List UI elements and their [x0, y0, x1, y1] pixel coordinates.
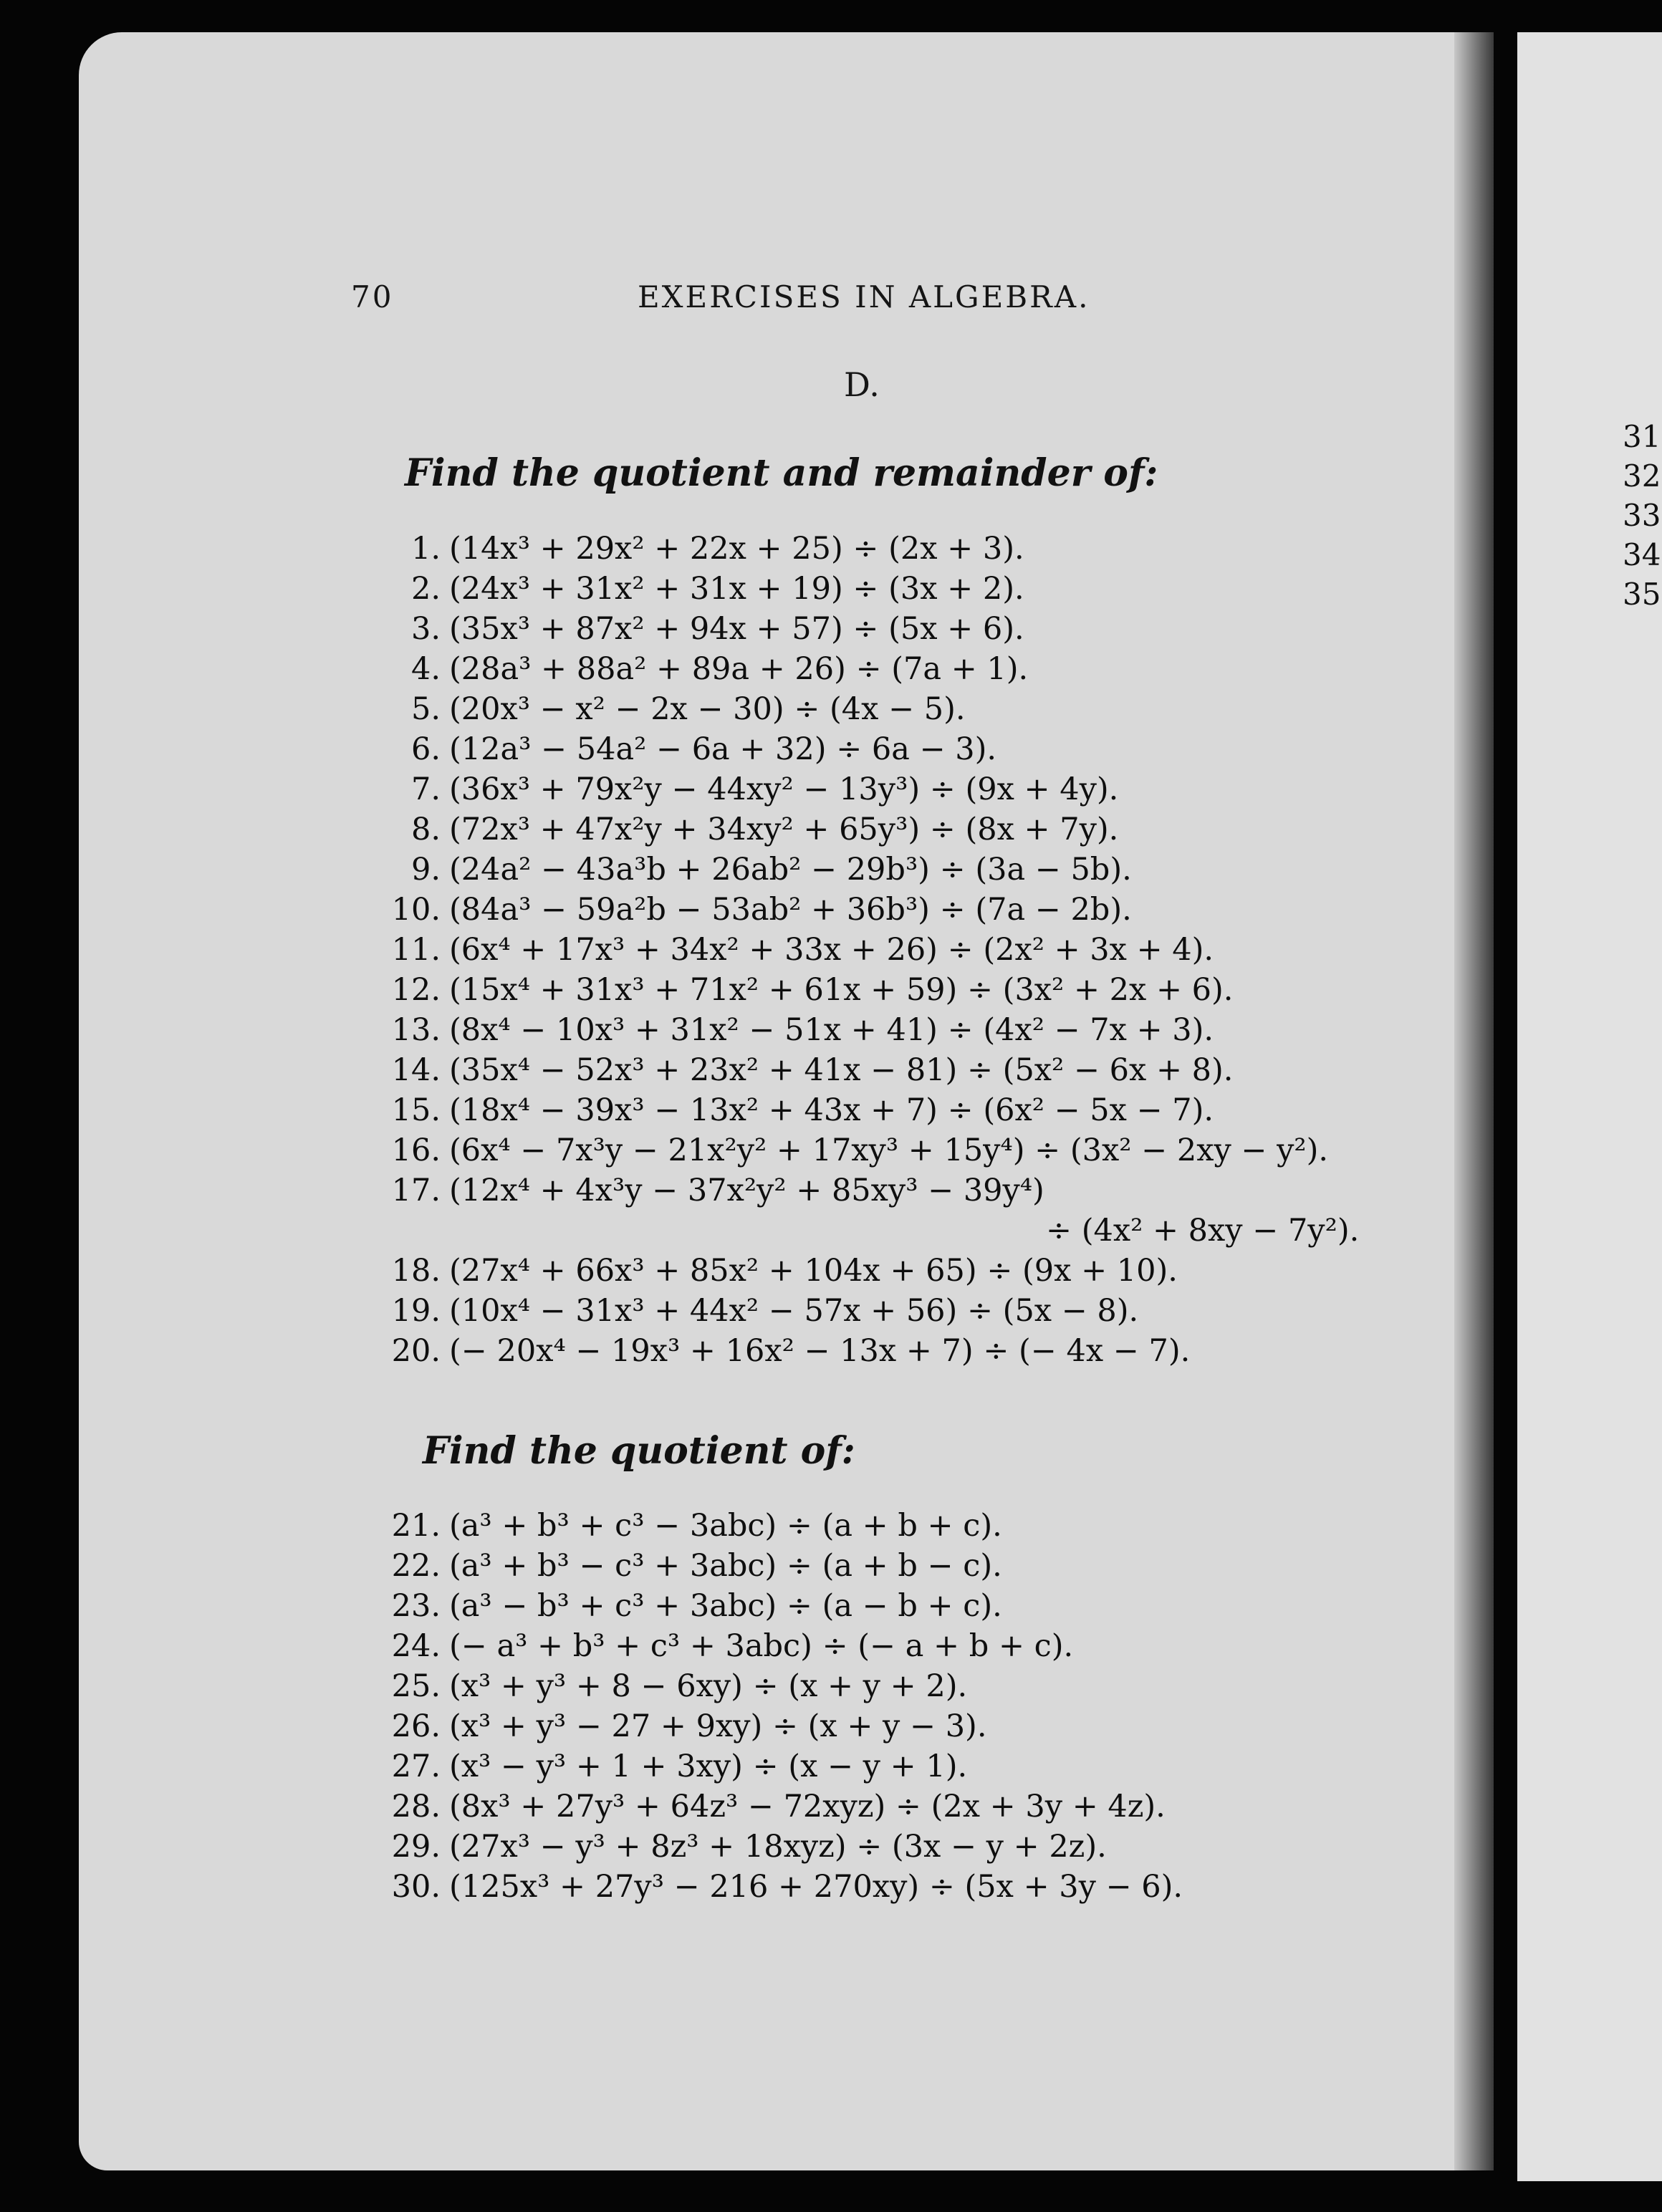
- exercise-expression: (24x³ + 31x² + 31x + 19) ÷ (3x + 2).: [449, 571, 1024, 607]
- exercise-expression: (a³ + b³ + c³ − 3abc) ÷ (a + b + c).: [449, 1508, 1002, 1544]
- exercise-number: 26.: [391, 1708, 441, 1744]
- exercise-number: 19.: [391, 1293, 441, 1329]
- exercise-expression: (15x⁴ + 31x³ + 71x² + 61x + 59) ÷ (3x² + 2x + 6).: [449, 972, 1234, 1008]
- exercise-item: [362, 1251, 1178, 1291]
- exercise-expression: (35x⁴ − 52x³ + 23x² + 41x − 81) ÷ (5x² − 6x + 8).: [449, 1052, 1234, 1088]
- exercise-expression: (27x⁴ + 66x³ + 85x² + 104x + 65) ÷ (9x + 10).: [449, 1253, 1178, 1289]
- exercise-item: [362, 930, 1214, 970]
- page-title: EXERCISES IN ALGEBRA.: [638, 279, 1090, 314]
- page-number: 70: [351, 279, 394, 314]
- exercise-expression: (18x⁴ − 39x³ − 13x² + 43x + 7) ÷ (6x² − 5x − 7).: [449, 1092, 1214, 1128]
- exercise-item: [362, 729, 996, 769]
- exercise-expression: (10x⁴ − 31x³ + 44x² − 57x + 56) ÷ (5x − 8).: [449, 1293, 1139, 1329]
- exercise-item: [362, 649, 1028, 689]
- exercise-item: [362, 609, 1024, 649]
- exercise-item: [362, 1010, 1214, 1050]
- right-page-number: 34: [1623, 537, 1661, 572]
- exercise-expression: (36x³ + 79x²y − 44xy² − 13y³) ÷ (9x + 4y).: [449, 771, 1119, 807]
- exercise-item: [362, 1666, 967, 1706]
- exercise-number: 20.: [391, 1333, 441, 1369]
- exercise-item: [362, 1586, 1002, 1626]
- exercise-expression: (84a³ − 59a²b − 53ab² + 36b³) ÷ (7a − 2b).: [449, 892, 1132, 928]
- exercise-expression: (24a² − 43a³b + 26ab² − 29b³) ÷ (3a − 5b).: [449, 852, 1132, 888]
- exercise-number: 23.: [391, 1588, 441, 1624]
- exercise-expression: (x³ + y³ + 8 − 6xy) ÷ (x + y + 2).: [449, 1668, 968, 1704]
- exercise-item: [362, 850, 1132, 890]
- exercise-expression: (8x³ + 27y³ + 64z³ − 72xyz) ÷ (2x + 3y + 4z).: [449, 1789, 1166, 1824]
- right-page-number: 33: [1623, 498, 1661, 533]
- exercise-item: [362, 1867, 1183, 1907]
- exercise-number: 13.: [391, 1012, 441, 1048]
- exercise-number: 17.: [391, 1173, 441, 1208]
- right-page-number: 35: [1623, 577, 1661, 612]
- exercise-item: [362, 890, 1132, 930]
- exercise-number: 22.: [391, 1548, 441, 1584]
- exercise-number: 18.: [391, 1253, 441, 1289]
- exercise-item: [362, 1090, 1214, 1130]
- exercise-expression: (12a³ − 54a² − 6a + 32) ÷ 6a − 3).: [449, 731, 997, 767]
- exercise-number: 5.: [410, 691, 441, 727]
- exercise-number: 4.: [410, 651, 441, 687]
- exercise-number: 14.: [391, 1052, 441, 1088]
- exercise-number: 11.: [391, 932, 441, 968]
- exercise-number: 16.: [391, 1133, 441, 1168]
- exercise-number: 15.: [391, 1092, 441, 1128]
- exercise-expression: (72x³ + 47x²y + 34xy² + 65y³) ÷ (8x + 7y).: [449, 812, 1119, 847]
- exercise-item: [362, 1170, 1360, 1249]
- instruction-quotient-remainder: Find the quotient and remainder of:: [405, 451, 1158, 495]
- exercise-number: 1.: [410, 531, 441, 567]
- exercise-item: [362, 809, 1118, 850]
- exercise-expression: (35x³ + 87x² + 94x + 57) ÷ (5x + 6).: [449, 611, 1024, 647]
- exercise-expression: (6x⁴ − 7x³y − 21x²y² + 17xy³ + 15y⁴) ÷ (3x² − 2xy − y²).: [449, 1133, 1329, 1168]
- exercise-expression: (28a³ + 88a² + 89a + 26) ÷ (7a + 1).: [449, 651, 1029, 687]
- exercise-item: [362, 1130, 1328, 1170]
- instruction-quotient: Find the quotient of:: [423, 1429, 855, 1473]
- exercise-number: 25.: [391, 1668, 441, 1704]
- exercise-expression: (14x³ + 29x² + 22x + 25) ÷ (2x + 3).: [449, 531, 1024, 567]
- exercise-item: [362, 529, 1024, 569]
- exercise-expression: (27x³ − y³ + 8z³ + 18xyz) ÷ (3x − y + 2z).: [449, 1829, 1107, 1865]
- exercise-item: [362, 970, 1233, 1010]
- exercise-number: 29.: [391, 1829, 441, 1865]
- exercise-continuation: ÷ (4x² + 8xy − 7y²).: [1046, 1213, 1360, 1249]
- exercise-item: [362, 769, 1118, 809]
- exercise-item: [362, 1706, 987, 1746]
- exercise-item: [362, 1331, 1190, 1371]
- exercise-number: 6.: [410, 731, 441, 767]
- right-page-edge: [1517, 32, 1662, 2181]
- exercise-number: 7.: [410, 771, 441, 807]
- exercise-expression: (8x⁴ − 10x³ + 31x² − 51x + 41) ÷ (4x² − 7x + 3).: [449, 1012, 1214, 1048]
- exercise-number: 30.: [391, 1869, 441, 1905]
- exercise-expression: (6x⁴ + 17x³ + 34x² + 33x + 26) ÷ (2x² + 3x + 4).: [449, 932, 1214, 968]
- exercise-number: 21.: [391, 1508, 441, 1544]
- exercise-item: [362, 1050, 1233, 1090]
- right-page-number: 31: [1623, 419, 1661, 454]
- section-heading: D.: [844, 365, 880, 404]
- exercise-expression: (12x⁴ + 4x³y − 37x²y² + 85xy³ − 39y⁴): [449, 1173, 1044, 1208]
- exercise-number: 3.: [410, 611, 441, 647]
- right-page-number: 32: [1623, 458, 1661, 494]
- exercise-expression: (− a³ + b³ + c³ + 3abc) ÷ (− a + b + c).: [449, 1628, 1074, 1664]
- exercise-expression: (x³ + y³ − 27 + 9xy) ÷ (x + y − 3).: [449, 1708, 987, 1744]
- exercise-number: 27.: [391, 1749, 441, 1784]
- exercise-number: 10.: [391, 892, 441, 928]
- exercise-expression: (x³ − y³ + 1 + 3xy) ÷ (x − y + 1).: [449, 1749, 968, 1784]
- exercise-expression: (125x³ + 27y³ − 216 + 270xy) ÷ (5x + 3y − 6).: [449, 1869, 1183, 1905]
- exercise-item: [362, 1746, 967, 1787]
- exercise-item: [362, 1787, 1166, 1827]
- exercise-number: 9.: [410, 852, 441, 888]
- exercise-number: 8.: [410, 812, 441, 847]
- book-spine-shadow: [1454, 32, 1494, 2170]
- exercise-item: [362, 689, 966, 729]
- exercise-expression: (a³ + b³ − c³ + 3abc) ÷ (a + b − c).: [449, 1548, 1002, 1584]
- exercise-item: [362, 1546, 1002, 1586]
- exercise-expression: (20x³ − x² − 2x − 30) ÷ (4x − 5).: [449, 691, 966, 727]
- exercise-expression: (− 20x⁴ − 19x³ + 16x² − 13x + 7) ÷ (− 4x − 7).: [449, 1333, 1191, 1369]
- exercise-item: [362, 1827, 1107, 1867]
- exercise-number: 2.: [410, 571, 441, 607]
- exercise-expression: (a³ − b³ + c³ + 3abc) ÷ (a − b + c).: [449, 1588, 1002, 1624]
- exercise-number: 28.: [391, 1789, 441, 1824]
- exercise-item: [362, 1626, 1073, 1666]
- exercise-item: [362, 1506, 1002, 1546]
- exercise-item: [362, 569, 1024, 609]
- exercise-number: 12.: [391, 972, 441, 1008]
- exercise-item: [362, 1291, 1138, 1331]
- exercise-number: 24.: [391, 1628, 441, 1664]
